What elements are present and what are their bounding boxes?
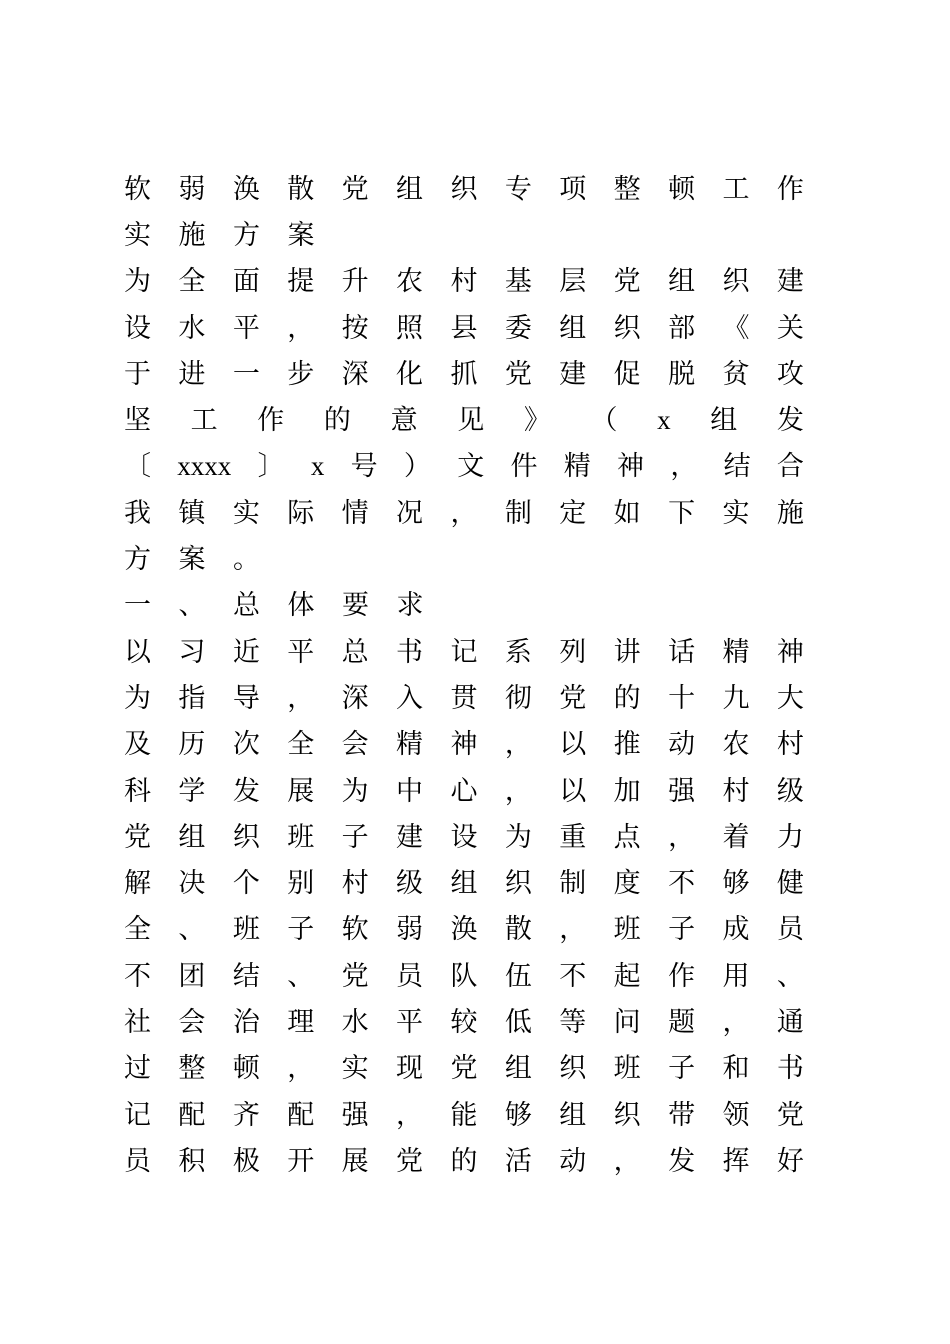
text-glyph: 社 — [124, 1006, 151, 1038]
text-line — [124, 675, 804, 721]
text-glyph: 伍 — [504, 960, 532, 992]
text-line — [124, 444, 804, 490]
text-glyph: 的 — [323, 405, 351, 437]
text-line — [124, 860, 804, 906]
text-glyph: 九 — [722, 682, 750, 714]
text-glyph: 下 — [668, 497, 696, 529]
text-glyph: 施 — [776, 497, 804, 529]
text-glyph: 够 — [504, 1099, 532, 1131]
text-glyph: 发 — [668, 1145, 696, 1177]
text-glyph: 促 — [613, 358, 641, 390]
text-glyph: 组 — [396, 173, 424, 205]
text-glyph: 用 — [722, 960, 750, 992]
text-glyph: 科 — [124, 775, 151, 807]
text-line — [124, 397, 804, 443]
text-glyph: 起 — [613, 960, 641, 992]
text-glyph: 全 — [124, 914, 151, 946]
text-glyph: ， — [722, 1006, 750, 1038]
text-glyph: ， — [287, 1053, 315, 1085]
text-glyph: 不 — [124, 960, 151, 992]
text-glyph: 健 — [776, 868, 804, 900]
text-glyph: 心 — [450, 775, 478, 807]
text-glyph: 精 — [563, 451, 591, 483]
text-line — [124, 814, 804, 860]
text-glyph: 全 — [287, 729, 315, 761]
text-glyph: 文 — [457, 451, 485, 483]
text-glyph: 精 — [722, 636, 750, 668]
text-glyph: 书 — [776, 1053, 804, 1085]
text-glyph: 班 — [613, 914, 641, 946]
text-glyph: 方 — [124, 544, 151, 576]
text-glyph: 照 — [396, 312, 424, 344]
text-glyph: x — [310, 451, 325, 482]
text-glyph: 能 — [450, 1099, 478, 1131]
text-glyph: 配 — [178, 1099, 206, 1131]
text-glyph: 求 — [396, 590, 424, 622]
text-glyph: 党 — [396, 1145, 424, 1177]
text-line — [124, 259, 804, 305]
text-glyph: 神 — [450, 729, 478, 761]
text-glyph: 关 — [776, 312, 804, 344]
text-glyph: 施 — [178, 219, 206, 251]
text-glyph: 发 — [776, 405, 804, 437]
text-glyph: 于 — [124, 358, 151, 390]
text-glyph: 村 — [776, 729, 804, 761]
text-glyph: 带 — [668, 1099, 696, 1131]
text-glyph: 实 — [232, 497, 260, 529]
text-glyph: 题 — [668, 1006, 696, 1038]
text-glyph: 作 — [776, 173, 804, 205]
text-glyph: 织 — [504, 868, 532, 900]
text-glyph: 化 — [396, 358, 424, 390]
text-glyph: 制 — [504, 497, 532, 529]
text-glyph: 的 — [450, 1145, 478, 1177]
text-glyph: 况 — [396, 497, 424, 529]
text-glyph: 较 — [450, 1006, 478, 1038]
text-glyph: 制 — [559, 868, 587, 900]
text-glyph: 。 — [233, 544, 260, 576]
text-glyph: 子 — [341, 821, 369, 853]
text-glyph: 以 — [559, 729, 587, 761]
text-line — [124, 490, 804, 536]
text-glyph: 为 — [124, 266, 151, 298]
text-glyph: 步 — [287, 358, 315, 390]
text-glyph: 体 — [287, 590, 315, 622]
text-glyph: 展 — [341, 1145, 369, 1177]
text-glyph: 精 — [396, 729, 424, 761]
text-glyph: 近 — [232, 636, 260, 668]
text-glyph: 〔 — [124, 451, 151, 483]
text-glyph: 见 — [457, 405, 485, 437]
text-glyph: 组 — [178, 821, 206, 853]
text-glyph: 方 — [233, 219, 260, 251]
text-glyph: 为 — [124, 682, 151, 714]
text-glyph: 党 — [341, 960, 369, 992]
text-glyph: 级 — [396, 868, 424, 900]
text-glyph: 情 — [341, 497, 369, 529]
text-glyph: 列 — [559, 636, 587, 668]
text-line — [124, 999, 804, 1045]
text-glyph: ， — [504, 775, 532, 807]
text-glyph: 子 — [668, 914, 696, 946]
text-glyph: 神 — [617, 451, 645, 483]
text-glyph: ， — [559, 914, 587, 946]
text-glyph: 组 — [668, 266, 696, 298]
text-glyph: 面 — [232, 266, 260, 298]
text-glyph: 以 — [124, 636, 151, 668]
text-glyph: 齐 — [232, 1099, 260, 1131]
text-glyph: 记 — [450, 636, 478, 668]
text-line — [124, 953, 804, 999]
text-glyph: 动 — [559, 1145, 587, 1177]
text-glyph: 导 — [232, 682, 260, 714]
text-glyph: 习 — [178, 636, 206, 668]
text-glyph: 平 — [287, 636, 315, 668]
text-glyph: 织 — [613, 312, 641, 344]
text-glyph: 提 — [287, 266, 315, 298]
text-glyph: 村 — [341, 868, 369, 900]
text-glyph: 加 — [613, 775, 641, 807]
text-glyph: 员 — [396, 960, 424, 992]
text-glyph: 话 — [668, 636, 696, 668]
text-glyph: 子 — [668, 1053, 696, 1085]
text-glyph: 和 — [722, 1053, 750, 1085]
text-glyph: 软 — [341, 914, 369, 946]
text-glyph: 建 — [776, 266, 804, 298]
text-glyph: 按 — [341, 312, 369, 344]
text-line — [124, 907, 804, 953]
text-glyph: ， — [287, 312, 315, 344]
text-glyph: 为 — [504, 821, 532, 853]
text-glyph: 抓 — [450, 358, 478, 390]
text-glyph: 会 — [178, 1006, 206, 1038]
text-glyph: 挥 — [722, 1145, 750, 1177]
text-glyph: 好 — [776, 1145, 804, 1177]
text-line — [124, 351, 804, 397]
text-glyph: 及 — [124, 729, 151, 761]
text-glyph: 班 — [613, 1053, 641, 1085]
text-glyph: 号 — [350, 451, 378, 483]
text-glyph: 领 — [722, 1099, 750, 1131]
text-glyph: 力 — [776, 821, 804, 853]
text-glyph: 建 — [559, 358, 587, 390]
text-glyph: ， — [287, 682, 315, 714]
text-line — [124, 536, 804, 582]
text-glyph: 如 — [613, 497, 641, 529]
text-glyph: 总 — [233, 590, 260, 622]
text-glyph: 涣 — [232, 173, 260, 205]
text-glyph: 积 — [178, 1145, 206, 1177]
text-glyph: 弱 — [178, 173, 206, 205]
text-glyph: 、 — [178, 914, 206, 946]
text-glyph: 定 — [559, 497, 587, 529]
text-glyph: 全 — [178, 266, 206, 298]
text-glyph: 攻 — [776, 358, 804, 390]
text-glyph: 织 — [559, 1053, 587, 1085]
text-glyph: 等 — [559, 1006, 587, 1038]
text-glyph: 深 — [341, 358, 369, 390]
text-glyph: 村 — [722, 775, 750, 807]
text-line — [124, 1138, 804, 1184]
text-glyph: 大 — [776, 682, 804, 714]
text-glyph: 案 — [178, 544, 206, 576]
text-glyph: 弱 — [396, 914, 424, 946]
text-glyph: 〕 — [257, 451, 285, 483]
text-glyph: 理 — [287, 1006, 315, 1038]
text-glyph: 强 — [341, 1099, 369, 1131]
text-glyph: 工 — [722, 173, 750, 205]
text-glyph: 农 — [396, 266, 424, 298]
text-glyph: 强 — [668, 775, 696, 807]
text-glyph: 不 — [668, 868, 696, 900]
text-glyph: 部 — [668, 312, 696, 344]
text-glyph: 工 — [190, 405, 218, 437]
text-glyph: 要 — [342, 590, 369, 622]
text-glyph: 设 — [124, 312, 151, 344]
text-glyph: 设 — [450, 821, 478, 853]
text-glyph: 别 — [287, 868, 315, 900]
text-glyph: 委 — [504, 312, 532, 344]
text-glyph: 推 — [613, 729, 641, 761]
text-glyph: 整 — [613, 173, 641, 205]
text-glyph: 、 — [287, 960, 315, 992]
text-glyph: 中 — [396, 775, 424, 807]
text-glyph: 为 — [341, 775, 369, 807]
text-glyph: 脱 — [668, 358, 696, 390]
text-glyph: 队 — [450, 960, 478, 992]
text-glyph: 平 — [396, 1006, 424, 1038]
text-glyph: 治 — [232, 1006, 260, 1038]
text-glyph: 实 — [341, 1053, 369, 1085]
text-glyph: 水 — [341, 1006, 369, 1038]
text-glyph: 项 — [559, 173, 587, 205]
text-glyph: 决 — [178, 868, 206, 900]
text-glyph: 问 — [613, 1006, 641, 1038]
text-line — [124, 166, 804, 212]
text-glyph: 组 — [504, 1053, 532, 1085]
text-glyph: 织 — [722, 266, 750, 298]
text-glyph: 历 — [178, 729, 206, 761]
text-glyph: 农 — [722, 729, 750, 761]
text-glyph: 会 — [341, 729, 369, 761]
text-glyph: 以 — [559, 775, 587, 807]
text-glyph: 散 — [287, 173, 315, 205]
text-glyph: 学 — [178, 775, 206, 807]
text-glyph: 组 — [450, 868, 478, 900]
text-glyph: 配 — [287, 1099, 315, 1131]
text-glyph: 通 — [776, 1006, 804, 1038]
text-glyph: 专 — [504, 173, 532, 205]
text-glyph: 》 — [523, 405, 551, 437]
text-glyph: ， — [396, 1099, 424, 1131]
text-glyph: 县 — [450, 312, 478, 344]
text-glyph: 班 — [232, 914, 260, 946]
text-glyph: 指 — [178, 682, 206, 714]
text-glyph: 意 — [390, 405, 418, 437]
text-glyph: 神 — [776, 636, 804, 668]
text-glyph: 贫 — [722, 358, 750, 390]
text-glyph: 织 — [613, 1099, 641, 1131]
text-glyph: ， — [450, 497, 478, 529]
text-glyph: 水 — [178, 312, 206, 344]
text-line — [124, 722, 804, 768]
text-glyph: 十 — [668, 682, 696, 714]
text-glyph: ， — [613, 1145, 641, 1177]
text-glyph: 《 — [722, 312, 750, 344]
text-glyph: 着 — [722, 821, 750, 853]
text-glyph: 党 — [504, 358, 532, 390]
text-glyph: 低 — [504, 1006, 532, 1038]
text-glyph: 团 — [178, 960, 206, 992]
text-glyph: 件 — [510, 451, 538, 483]
text-glyph: 际 — [287, 497, 315, 529]
text-line — [124, 629, 804, 675]
text-glyph: 层 — [559, 266, 587, 298]
text-glyph: 村 — [450, 266, 478, 298]
text-glyph: 党 — [450, 1053, 478, 1085]
text-glyph: ） — [403, 451, 431, 483]
text-glyph: 成 — [722, 914, 750, 946]
text-glyph: 软 — [124, 173, 151, 205]
text-glyph: 级 — [776, 775, 804, 807]
text-glyph: 活 — [504, 1145, 532, 1177]
text-glyph: 平 — [232, 312, 260, 344]
text-glyph: 贯 — [450, 682, 478, 714]
text-glyph: 发 — [232, 775, 260, 807]
text-glyph: 案 — [287, 219, 315, 251]
text-glyph: 坚 — [124, 405, 151, 437]
text-glyph: 动 — [668, 729, 696, 761]
text-glyph: 员 — [776, 914, 804, 946]
text-glyph: x — [657, 405, 671, 436]
text-glyph: ， — [504, 729, 532, 761]
text-glyph: 个 — [232, 868, 260, 900]
text-line — [124, 583, 804, 629]
text-glyph: 建 — [396, 821, 424, 853]
text-glyph: 党 — [776, 1099, 804, 1131]
text-glyph: 组 — [559, 312, 587, 344]
text-glyph: 彻 — [504, 682, 532, 714]
text-line — [124, 305, 804, 351]
text-glyph: 作 — [668, 960, 696, 992]
text-glyph: 解 — [124, 868, 151, 900]
text-glyph: 、 — [178, 590, 206, 622]
text-glyph: 够 — [722, 868, 750, 900]
text-glyph: 系 — [504, 636, 532, 668]
text-glyph: 顿 — [232, 1053, 260, 1085]
text-glyph: 总 — [341, 636, 369, 668]
text-glyph: 党 — [124, 821, 151, 853]
text-glyph: 现 — [396, 1053, 424, 1085]
text-glyph: 镇 — [178, 497, 206, 529]
text-line — [124, 1046, 804, 1092]
text-glyph: 党 — [559, 682, 587, 714]
text-glyph: xxxx — [177, 451, 232, 482]
text-glyph: 极 — [232, 1145, 260, 1177]
text-glyph: 进 — [178, 358, 206, 390]
text-glyph: 一 — [124, 590, 151, 622]
document-body — [124, 166, 804, 1185]
text-glyph: 记 — [124, 1099, 151, 1131]
text-glyph: 班 — [287, 821, 315, 853]
text-glyph: 组 — [710, 405, 738, 437]
text-glyph: 升 — [341, 266, 369, 298]
text-glyph: 不 — [559, 960, 587, 992]
text-glyph: 涣 — [450, 914, 478, 946]
text-glyph: 基 — [504, 266, 532, 298]
text-glyph: 度 — [613, 868, 641, 900]
text-glyph: 作 — [257, 405, 285, 437]
text-glyph: 点 — [613, 821, 641, 853]
text-glyph: 实 — [124, 219, 151, 251]
text-glyph: 合 — [776, 451, 804, 483]
text-glyph: 员 — [124, 1145, 151, 1177]
text-glyph: 讲 — [613, 636, 641, 668]
text-glyph: ， — [670, 451, 698, 483]
text-glyph: 的 — [613, 682, 641, 714]
text-glyph: 织 — [450, 173, 478, 205]
text-line — [124, 768, 804, 814]
text-glyph: 顿 — [668, 173, 696, 205]
text-glyph: 整 — [178, 1053, 206, 1085]
text-glyph: 过 — [124, 1053, 151, 1085]
text-glyph: 开 — [287, 1145, 315, 1177]
text-glyph: 织 — [232, 821, 260, 853]
text-glyph: 实 — [722, 497, 750, 529]
text-line — [124, 1092, 804, 1138]
text-glyph: 组 — [559, 1099, 587, 1131]
text-glyph: 散 — [504, 914, 532, 946]
text-glyph: 入 — [396, 682, 424, 714]
text-glyph: 党 — [613, 266, 641, 298]
text-glyph: ， — [668, 821, 696, 853]
text-glyph: 展 — [287, 775, 315, 807]
text-glyph: 重 — [559, 821, 587, 853]
text-glyph: 党 — [341, 173, 369, 205]
text-glyph: 我 — [124, 497, 151, 529]
text-glyph: 子 — [287, 914, 315, 946]
text-glyph: （ — [590, 405, 618, 437]
text-glyph: 结 — [232, 960, 260, 992]
text-glyph: 一 — [232, 358, 260, 390]
text-line — [124, 212, 804, 258]
text-glyph: 结 — [723, 451, 751, 483]
text-glyph: 、 — [776, 960, 804, 992]
text-glyph: 深 — [341, 682, 369, 714]
text-glyph: 书 — [396, 636, 424, 668]
text-glyph: 次 — [232, 729, 260, 761]
